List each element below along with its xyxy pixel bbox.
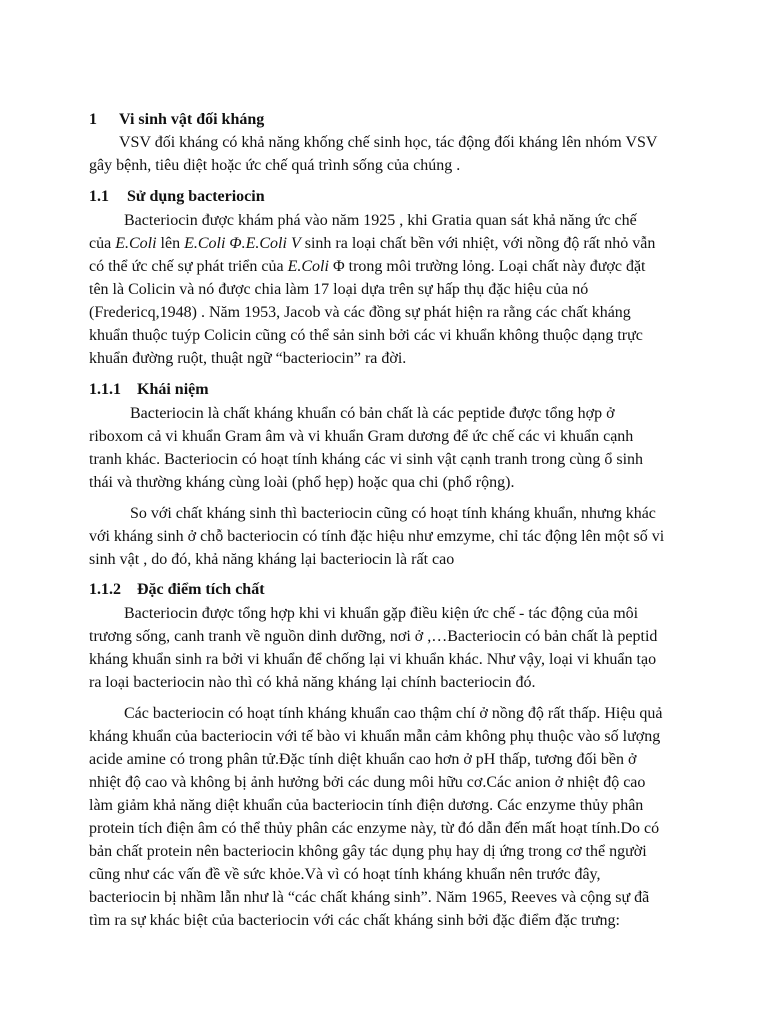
text-run: lên bbox=[156, 235, 185, 252]
species-name: E.Coli bbox=[287, 258, 329, 275]
paragraph-line: cũng như các vấn đề về sức khỏe.Và vì có hoạt tính kháng khuẩn nên trước đây, bbox=[89, 866, 601, 883]
section-heading bbox=[89, 581, 265, 599]
section-title: Vi sinh vật đối kháng bbox=[119, 111, 265, 128]
paragraph-line: ra loại bacteriocin nào thì có khả năng kháng lại chính bacteriocin đó. bbox=[89, 674, 536, 691]
paragraph-line: nhiệt độ cao và không bị ảnh hưởng bởi các dung môi hữu cơ.Các anion ở nhiệt độ cao bbox=[89, 774, 646, 791]
section-title: Đặc điểm tích chất bbox=[137, 581, 265, 598]
paragraph-line bbox=[89, 235, 655, 253]
paragraph-line: khuẩn thuộc tuýp Colicin cũng có thể sản sinh bởi các vi khuẩn không thuộc dạng trực bbox=[89, 327, 643, 344]
paragraph-line: VSV đối kháng có khả năng khống chế sinh học, tác động đối kháng lên nhóm VSV bbox=[119, 134, 658, 151]
section-heading bbox=[89, 381, 209, 399]
paragraph-line: riboxom cả vi khuẩn Gram âm và vi khuẩn Gram dương để ức chế các vi khuẩn cạnh bbox=[89, 428, 634, 445]
section-number: 1.1.2 bbox=[89, 581, 121, 598]
paragraph-line: So với chất kháng sinh thì bacteriocin cũng có hoạt tính kháng khuẩn, nhưng khác bbox=[130, 505, 656, 522]
species-name: E.Coli Φ.E.Coli V bbox=[184, 235, 301, 252]
paragraph-line: (Fredericq,1948) . Năm 1953, Jacob và các đồng sự phát hiện ra rằng các chất kháng bbox=[89, 304, 631, 321]
paragraph-line: bacteriocin bị nhầm lẫn như là “các chất kháng sinh”. Năm 1965, Reeves và cộng sự đã bbox=[89, 889, 650, 906]
section-number: 1.1.1 bbox=[89, 381, 121, 398]
paragraph-line: tranh khác. Bacteriocin có hoạt tính kháng các vi sinh vật cạnh tranh trong cùng ổ sinh bbox=[89, 451, 644, 468]
paragraph-line: tìm ra sự khác biệt của bacteriocin với các chất kháng sinh bởi đặc điểm đặc trưng: bbox=[89, 912, 620, 929]
paragraph-line: Bacteriocin là chất kháng khuẩn có bản chất là các peptide được tổng hợp ở bbox=[130, 405, 615, 422]
section-number: 1 bbox=[89, 111, 97, 128]
paragraph-line: protein tích điện âm có thể thủy phân các enzyme này, từ đó dẫn đến mất hoạt tính.Do có bbox=[89, 820, 660, 837]
text-run: của bbox=[89, 235, 116, 252]
species-name: E.Coli bbox=[115, 235, 157, 252]
paragraph-line: thái và thường kháng cùng loài (phổ hẹp) hoặc qua chi (phổ rộng). bbox=[89, 474, 515, 491]
paragraph-line: làm giảm khả năng diệt khuẩn của bacteriocin tính điện dương. Các enzyme thủy phân bbox=[89, 797, 644, 814]
paragraph-line: trương sống, canh tranh về nguồn dinh dưỡng, nơi ở ,…Bacteriocin có bản chất là peptid bbox=[89, 628, 658, 645]
paragraph-line: bản chất protein nên bacteriocin không gây tác dụng phụ hay dị ứng trong cơ thể người bbox=[89, 843, 647, 860]
text-run: có thể ức chế sự phát triển của bbox=[89, 258, 288, 275]
section-number: 1.1 bbox=[89, 188, 109, 205]
paragraph-line: Các bacteriocin có hoạt tính kháng khuẩn cao thậm chí ở nồng độ rất thấp. Hiệu quả bbox=[124, 705, 663, 722]
paragraph-line: Bacteriocin được khám phá vào năm 1925 , khi Gratia quan sát khả năng ức chế bbox=[124, 212, 637, 229]
paragraph-line: sinh vật , do đó, khả năng kháng lại bacteriocin là rất cao bbox=[89, 551, 455, 568]
section-heading bbox=[89, 188, 265, 206]
paragraph-line: với kháng sinh ở chỗ bacteriocin có tính đặc hiệu như emzyme, chỉ tác động lên một số vi bbox=[89, 528, 665, 545]
section-title: Sử dụng bacteriocin bbox=[127, 188, 265, 205]
text-run: Φ trong môi trường lỏng. Loại chất này được đặt bbox=[328, 258, 646, 275]
section-heading bbox=[89, 111, 264, 129]
paragraph-line: kháng khuẩn của bacteriocin với tế bào vi khuẩn mẫn cảm không phụ thuộc vào số lượng bbox=[89, 728, 661, 745]
section-title: Khái niệm bbox=[137, 381, 209, 398]
paragraph-line: kháng khuẩn sinh ra bởi vi khuẩn để chống lại vi khuẩn khác. Như vậy, loại vi khuẩn tạo bbox=[89, 651, 657, 668]
paragraph-line: tên là Colicin và nó được chia làm 17 loại dựa trên sự hấp thụ đặc hiệu của nó bbox=[89, 281, 589, 298]
paragraph-line: gây bệnh, tiêu diệt hoặc ức chế quá trình sống của chúng . bbox=[89, 157, 461, 174]
paragraph-line: acide amine có trong phân tử.Đặc tính diệt khuẩn cao hơn ở pH thấp, tương đối bền ở bbox=[89, 751, 637, 768]
paragraph-line: Bacteriocin được tổng hợp khi vi khuẩn gặp điều kiện ức chế - tác động của môi bbox=[124, 605, 639, 622]
paragraph-line bbox=[89, 258, 646, 276]
paragraph-line: khuẩn đường ruột, thuật ngữ “bacteriocin” ra đời. bbox=[89, 350, 407, 367]
text-run: sinh ra loại chất bền với nhiệt, với nồng độ rất nhỏ vẫn bbox=[300, 235, 656, 252]
